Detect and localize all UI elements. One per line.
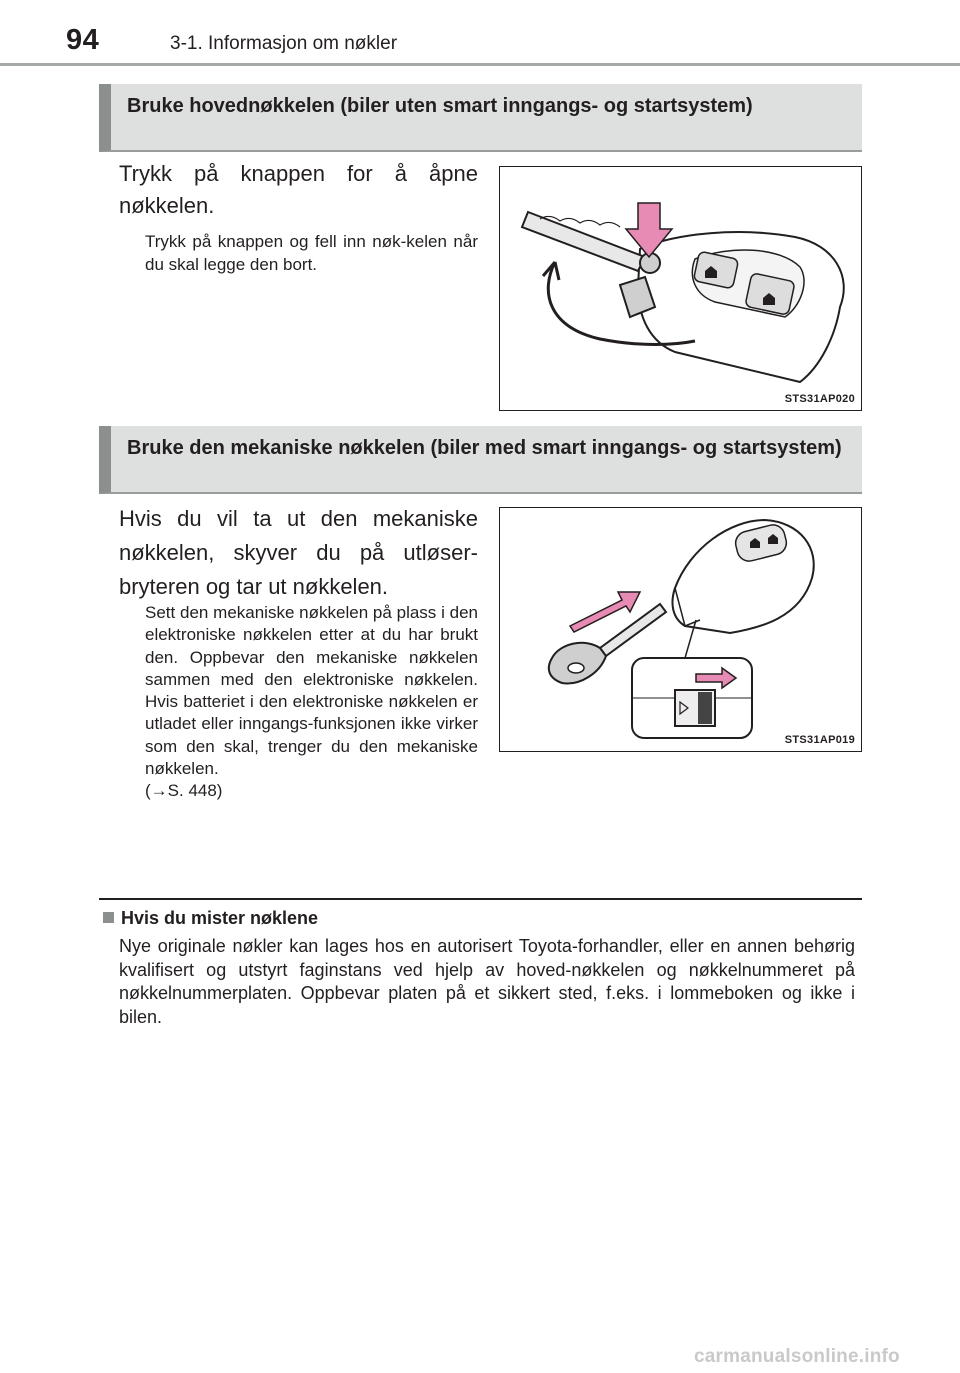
note-text: Nye originale nøkler kan lages hos en autorisert Toyota-forhandler, eller en annen behørig kvalifisert og utstyrt faginstans ved hjelp av hoved-nøkkelen og nøkkelnummeret på nøkkelnummerplaten. Oppbevar platen på et sikkert sted, f.eks. i lommeboken og ikke i bilen.	[119, 936, 855, 1027]
header-rule	[0, 63, 960, 66]
instruction-fold-key: Trykk på knappen og fell inn nøk-kelen når du skal legge den bort.	[145, 232, 478, 274]
page-number: 94	[66, 24, 100, 56]
section-heading-mechanical-key: Bruke den mekaniske nøkkelen (biler med smart inngangs- og startsystem)	[99, 426, 862, 494]
note-heading	[103, 908, 318, 929]
instruction-remove-key: Hvis du vil ta ut den mekaniske nøkkelen, skyver du på utløser-bryteren og tar ut nøkkelen.	[119, 506, 478, 599]
watermark: carmanualsonline.info	[694, 1346, 900, 1367]
figure-code: STS31AP019	[784, 734, 855, 746]
figure-smart-key	[499, 507, 862, 752]
running-title: 3-1. Informasjon om nøkler	[170, 33, 398, 54]
instruction-store-key	[145, 602, 478, 803]
square-bullet-icon	[103, 912, 114, 923]
figure-flip-key	[499, 166, 862, 411]
figure-code: STS31AP020	[784, 393, 855, 405]
section-heading-main-key: Bruke hovednøkkelen (biler uten smart inngangs- og startsystem)	[99, 84, 862, 152]
instruction-open-key: Trykk på knappen for å åpne nøkkelen.	[119, 161, 478, 218]
note-heading-text: Hvis du mister nøklene	[121, 908, 319, 928]
instruction-store-text: Sett den mekaniske nøkkelen på plass i den elektroniske nøkkelen etter at du har brukt den. Oppbevar den mekaniske nøkkelen sammen med den elektroniske nøkkelen. Hvis batteriet i den elektroniske nøkkelen er utladet eller inngangs-funksjonen ikke virker som den skal, trenger du den mekaniske nøkkelen.	[145, 603, 478, 779]
smart-key-illustration	[500, 508, 861, 751]
page-reference: (→S. 448)	[145, 781, 223, 801]
flip-key-illustration	[500, 167, 861, 410]
section-divider	[99, 898, 862, 900]
